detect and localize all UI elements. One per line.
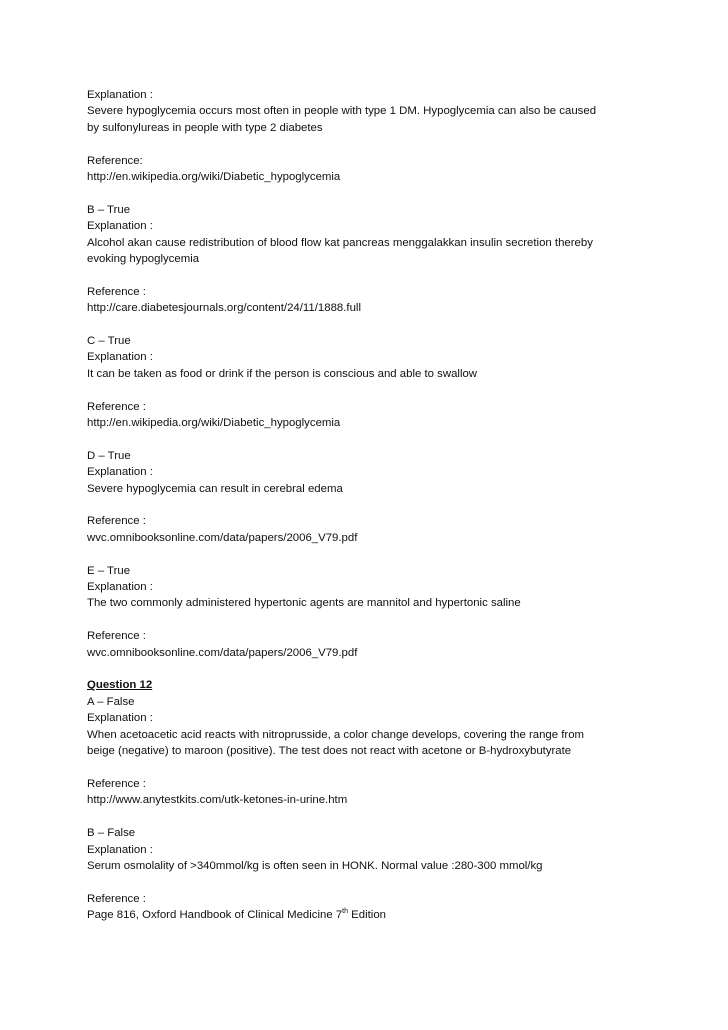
explanation-text: Severe hypoglycemia occurs most often in people with type 1 DM. Hypoglycemia can also be caused xyxy=(87,105,597,118)
reference-label: Reference : xyxy=(87,777,146,790)
explanation-label: Explanation : xyxy=(87,466,153,479)
explanation-text: evoking hypoglycemia xyxy=(87,253,200,266)
answer-e: E – True xyxy=(87,564,131,577)
paragraph-gap xyxy=(87,497,647,513)
paragraph-gap xyxy=(87,809,647,825)
document-page xyxy=(87,87,647,924)
reference-label: Reference : xyxy=(87,630,146,643)
reference-label: Reference : xyxy=(87,892,146,905)
reference-url: wvc.omnibooksonline.com/data/papers/2006_V79.pdf xyxy=(87,531,358,544)
explanation-text: Serum osmolality of >340mmol/kg is often seen in HONK. Normal value :280-300 mmol/kg xyxy=(87,859,543,872)
paragraph-gap xyxy=(87,431,647,447)
answer-a: A – False xyxy=(87,695,135,708)
explanation-text: Severe hypoglycemia can result in cerebral edema xyxy=(87,482,343,495)
question-12-heading: Question 12 xyxy=(87,679,153,692)
reference-label: Reference : xyxy=(87,285,146,298)
paragraph-gap xyxy=(87,760,647,776)
reference-url: wvc.omnibooksonline.com/data/papers/2006_V79.pdf xyxy=(87,646,358,659)
explanation-label: Explanation : xyxy=(87,89,153,101)
reference-url: http://en.wikipedia.org/wiki/Diabetic_hypoglycemia xyxy=(87,171,341,184)
reference-citation-edition: Edition xyxy=(348,909,387,922)
reference-url: http://care.diabetesjournals.org/content/24/11/1888.full xyxy=(87,302,361,315)
explanation-text: When acetoacetic acid reacts with nitroprusside, a color change develops, covering the range from xyxy=(87,728,585,741)
paragraph-gap xyxy=(87,874,647,890)
explanation-text: Alcohol akan cause redistribution of blood flow kat pancreas menggalakkan insulin secretion thereby xyxy=(87,236,593,249)
answer-b: B – True xyxy=(87,203,131,216)
answer-b: B – False xyxy=(87,827,136,840)
explanation-text: by sulfonylureas in people with type 2 diabetes xyxy=(87,121,323,134)
explanation-label: Explanation : xyxy=(87,581,153,594)
paragraph-gap xyxy=(87,382,647,398)
explanation-label: Explanation : xyxy=(87,843,153,856)
reference-citation-main: Page 816, Oxford Handbook of Clinical Medicine 7 xyxy=(87,909,343,922)
answer-c: C – True xyxy=(87,335,131,348)
explanation-text: The two commonly administered hypertonic agents are mannitol and hypertonic saline xyxy=(87,597,521,610)
reference-label: Reference : xyxy=(87,515,146,528)
reference-url: http://en.wikipedia.org/wiki/Diabetic_hypoglycemia xyxy=(87,417,341,430)
reference-citation xyxy=(87,907,647,923)
paragraph-gap xyxy=(87,612,647,628)
paragraph-gap xyxy=(87,546,647,562)
paragraph-gap xyxy=(87,136,647,152)
explanation-label: Explanation : xyxy=(87,220,153,233)
reference-label: Reference: xyxy=(87,154,143,167)
reference-label: Reference : xyxy=(87,400,146,413)
paragraph-gap xyxy=(87,185,647,201)
reference-citation-superscript: th xyxy=(342,908,349,916)
reference-url: http://www.anytestkits.com/utk-ketones-in-urine.htm xyxy=(87,794,348,807)
paragraph-gap xyxy=(87,317,647,333)
answer-d: D – True xyxy=(87,449,131,462)
explanation-label: Explanation : xyxy=(87,351,153,364)
paragraph-gap xyxy=(87,267,647,283)
explanation-text: beige (negative) to maroon (positive). The test does not react with acetone or B-hydroxybutyrate xyxy=(87,745,572,758)
paragraph-gap xyxy=(87,661,647,677)
explanation-label: Explanation : xyxy=(87,712,153,725)
explanation-text: It can be taken as food or drink if the person is conscious and able to swallow xyxy=(87,367,478,380)
